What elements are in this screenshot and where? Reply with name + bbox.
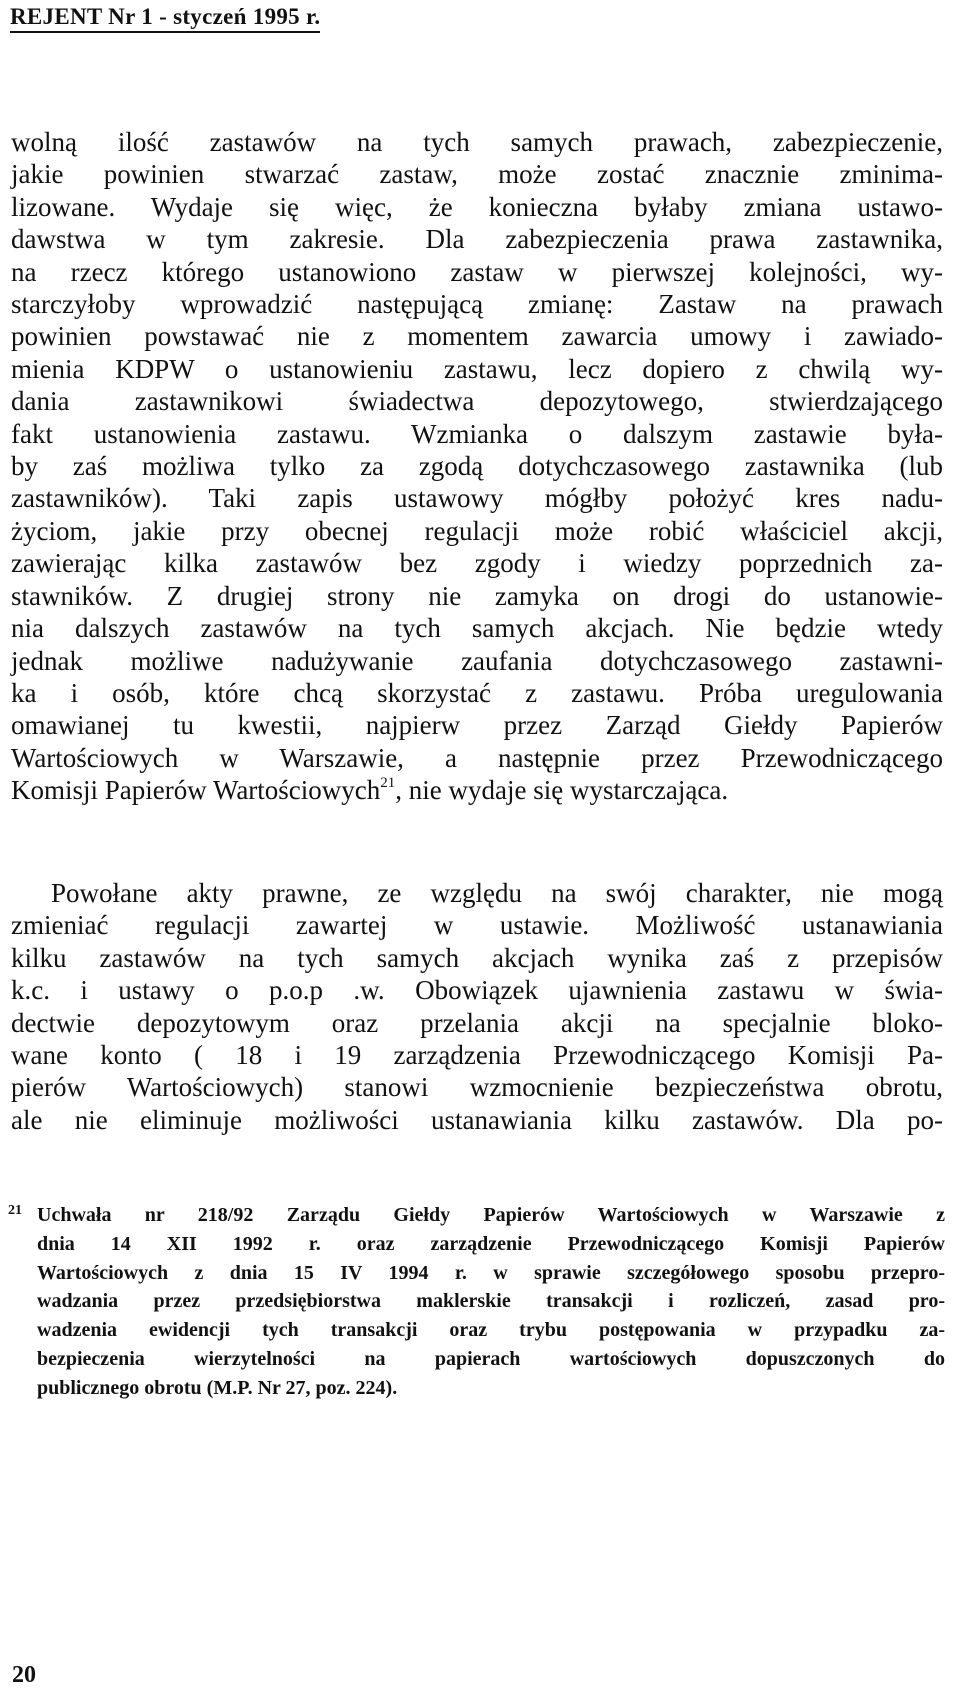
text-line: zastawników). Taki zapis ustawowy mógłby położyć kres nadu- [11, 483, 943, 514]
text-line-with-footnote-ref [11, 774, 943, 811]
text-line: omawianej tu kwestii, najpierw przez Zarząd Giełdy Papierów [11, 710, 943, 741]
text-line: starczyłoby wprowadzić następującą zmianę: Zastaw na prawach [11, 289, 943, 320]
text-line: ale nie eliminuje możliwości ustanawiania kilku zastawów. Dla po- [11, 1104, 943, 1135]
text-line: dectwie depozytowym oraz przelania akcji na specjalnie bloko- [11, 1007, 943, 1038]
text-fragment: Komisji Papierów Wartościowych [11, 775, 381, 806]
footnote-reference[interactable]: 21 [380, 775, 396, 792]
footnote-line: Wartościowych z dnia 15 IV 1994 r. w sprawie szczegółowego sposobu przepro- [37, 1261, 945, 1284]
text-line: wane konto ( 18 i 19 zarządzenia Przewodniczącego Komisji Pa- [11, 1040, 943, 1071]
footnote-line: bezpieczenia wierzytelności na papierach wartościowych dopuszczonych do [37, 1347, 945, 1370]
text-line: nia dalszych zastawów na tych samych akcjach. Nie będzie wtedy [11, 613, 943, 644]
footnote-mark: 21 [8, 1203, 22, 1218]
text-line: ka i osób, które chcą skorzystać z zastawu. Próba uregulowania [11, 677, 943, 708]
text-line: kilku zastawów na tych samych akcjach wynika zaś z przepisów [11, 942, 943, 973]
footnote-line: wadzenia ewidencji tych transakcji oraz trybu postępowania w przypadku za- [37, 1319, 945, 1342]
text-line: zawierając kilka zastawów bez zgody i wiedzy poprzednich za- [11, 548, 943, 579]
text-line: by zaś możliwa tylko za zgodą dotychczasowego zastawnika (lub [11, 451, 943, 482]
text-line: dania zastawnikowi świadectwa depozytowego, stwierdzającego [11, 386, 943, 417]
paragraph-1 [11, 126, 943, 812]
text-line: życiom, jakie przy obecnej regulacji może robić właściciel akcji, [11, 515, 943, 546]
footnote [8, 1201, 945, 1403]
text-line: pierów Wartościowych) stanowi wzmocnienie bezpieczeństwa obrotu, [11, 1072, 943, 1103]
footnote-line: dnia 14 XII 1992 r. oraz zarządzenie Przewodniczącego Komisji Papierów [37, 1232, 945, 1255]
text-line: lizowane. Wydaje się więc, że konieczna byłaby zmiana ustawo- [11, 191, 943, 222]
text-line: dawstwa w tym zakresie. Dla zabezpieczenia prawa zastawnika, [11, 224, 943, 255]
text-line: k.c. i ustawy o p.o.p .w. Obowiązek ujawnienia zastawu w świa- [11, 975, 943, 1006]
text-line: wolną ilość zastawów na tych samych prawach, zabezpieczenie, [11, 127, 943, 157]
text-line: fakt ustanowienia zastawu. Wzmianka o dalszym zastawie byłа- [11, 418, 943, 449]
page-number: 20 [12, 1662, 36, 1688]
footnote-line: wadzania przez przedsiębiorstwa maklerskie transakcji i rozliczeń, zasad pro- [37, 1290, 945, 1313]
footnote-text [37, 1201, 945, 1403]
text-line: jednak możliwe nadużywanie zaufania dotychczasowego zastawni- [11, 645, 943, 676]
text-line: Powołane akty prawne, ze względu na swój charakter, nie mogą [51, 878, 943, 908]
text-line: zmieniać regulacji zawartej w ustawie. Możliwość ustanawiania [11, 910, 943, 941]
paragraph-2 [11, 877, 943, 1136]
text-line: Wartościowych w Warszawie, a następnie przez Przewodniczącego [11, 742, 943, 773]
footnote-line: publicznego obrotu (M.P. Nr 27, poz. 224). [37, 1376, 398, 1399]
text-line: mienia KDPW o ustanowieniu zastawu, lecz dopiero z chwilą wy- [11, 353, 943, 384]
text-line: na rzecz którego ustanowiono zastaw w pierwszej kolejności, wy- [11, 256, 943, 287]
footnote-line: Uchwała nr 218/92 Zarządu Giełdy Papierów Wartościowych w Warszawie z [37, 1204, 945, 1226]
text-line: powinien powstawać nie z momentem zawarcia umowy i zawiado- [11, 321, 943, 352]
text-fragment: , nie wydaje się wystarczająca. [395, 775, 729, 806]
text-line: stawników. Z drugiej strony nie zamyka on drogi do ustanowie- [11, 580, 943, 611]
running-header: REJENT Nr 1 - styczeń 1995 r. [10, 4, 320, 33]
text-line: jakie powinien stwarzać zastaw, może zostać znacznie zminima- [11, 159, 943, 190]
